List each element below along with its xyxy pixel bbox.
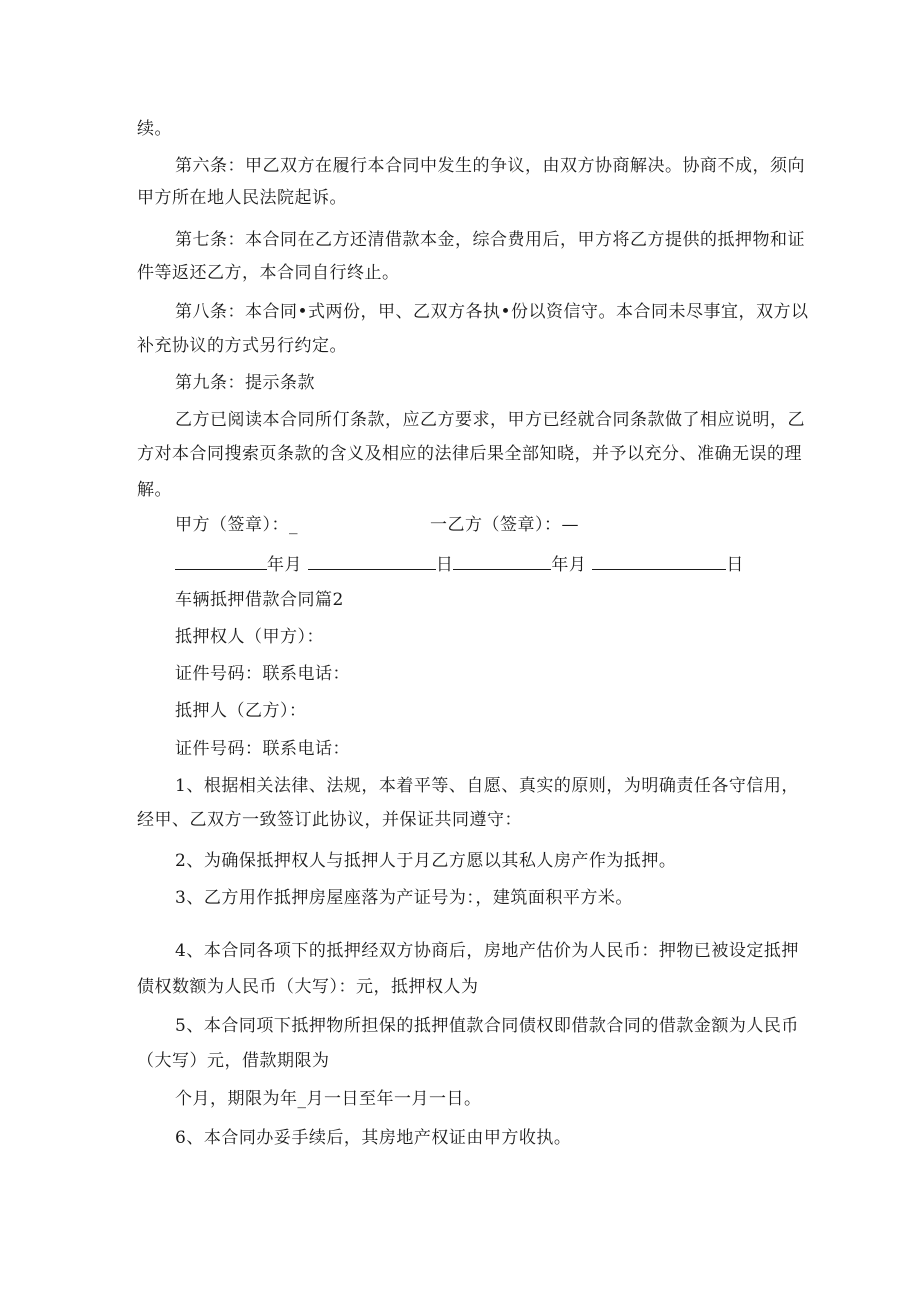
article-6-line-2: 甲方所在地人民法院起诉。	[137, 188, 347, 208]
clause-6: 6、本合同办妥手续后，其房地产权证由甲方收执。	[175, 1128, 572, 1148]
date-blank	[308, 551, 436, 570]
article-9-heading: 第九条：提示条款	[175, 373, 315, 393]
clause-1-line-2: 经甲、乙双方一致签订此协议，并保证共同遵守：	[137, 810, 522, 830]
date-year-month-1: 年月	[267, 555, 302, 575]
article-8-line-2: 补充协议的方式另行约定。	[137, 336, 347, 356]
date-day-1: 日	[435, 555, 454, 575]
signature-party-b: 一乙方（签章）：—	[430, 515, 579, 535]
date-blank	[592, 551, 726, 570]
article-6-line-1: 第六条：甲乙双方在履行本合同中发生的争议，由双方协商解决。协商不成，须向	[175, 156, 805, 176]
paragraph-line: 续。	[137, 119, 172, 139]
mortgagee-id-phone: 证件号码：联系电话：	[175, 664, 350, 684]
clause-5-line-3: 个月，期限为年_月一日至年一月一日。	[175, 1089, 482, 1109]
mortgagor-label: 抵押人（乙方）：	[175, 701, 307, 721]
date-blank	[175, 551, 267, 570]
date-day-2: 日	[726, 555, 744, 575]
date-line	[175, 551, 744, 576]
clause-4-line-2: 债权数额为人民币（大写）：元，抵押权人为	[137, 977, 479, 997]
date-blank	[453, 551, 551, 570]
mortgagor-id-phone: 证件号码：联系电话：	[175, 739, 350, 759]
date-year-month-2: 年月	[551, 555, 587, 575]
article-7-line-1: 第七条：本合同在乙方还清借款本金，综合费用后，甲方将乙方提供的抵押物和证	[175, 230, 805, 250]
clause-5-line-2: （大写）元，借款期限为	[137, 1051, 330, 1071]
article-9-line-3: 解。	[137, 480, 172, 500]
article-7-line-2: 件等返还乙方，本合同自行终止。	[137, 263, 400, 283]
clause-4-line-1: 4、本合同各项下的抵押经双方协商后，房地产估价为人民币：押物已被设定抵押	[175, 941, 799, 961]
clause-2: 2、为确保抵押权人与抵押人于月乙方愿以其私人房产作为抵押。	[175, 851, 677, 871]
article-9-line-2: 方对本合同搜索页条款的含义及相应的法律后果全部知晓，并予以充分、准确无误的理	[137, 444, 802, 464]
clause-3: 3、乙方用作抵押房屋座落为产证号为：，建筑面积平方米。	[175, 888, 633, 908]
clause-5-line-1: 5、本合同项下抵押物所担保的抵押值款合同债权即借款合同的借款金额为人民币	[175, 1016, 799, 1036]
section-2-title: 车辆抵押借款合同篇2	[175, 590, 344, 610]
article-8-line-1: 第八条：本合同•式两份，甲、乙双方各执•份以资信守。本合同未尽事宜，双方以	[175, 302, 809, 322]
signature-party-a: 甲方（签章）：_	[175, 515, 298, 535]
article-9-line-1: 乙方已阅读本合同所仃条款，应乙方要求，甲方已经就合同条款做了相应说明，乙	[175, 410, 805, 430]
mortgagee-label: 抵押权人（甲方）：	[175, 627, 324, 647]
clause-1-line-1: 1、根据相关法律、法规，本着平等、自愿、真实的原则，为明确责任各守信用，	[175, 776, 799, 796]
